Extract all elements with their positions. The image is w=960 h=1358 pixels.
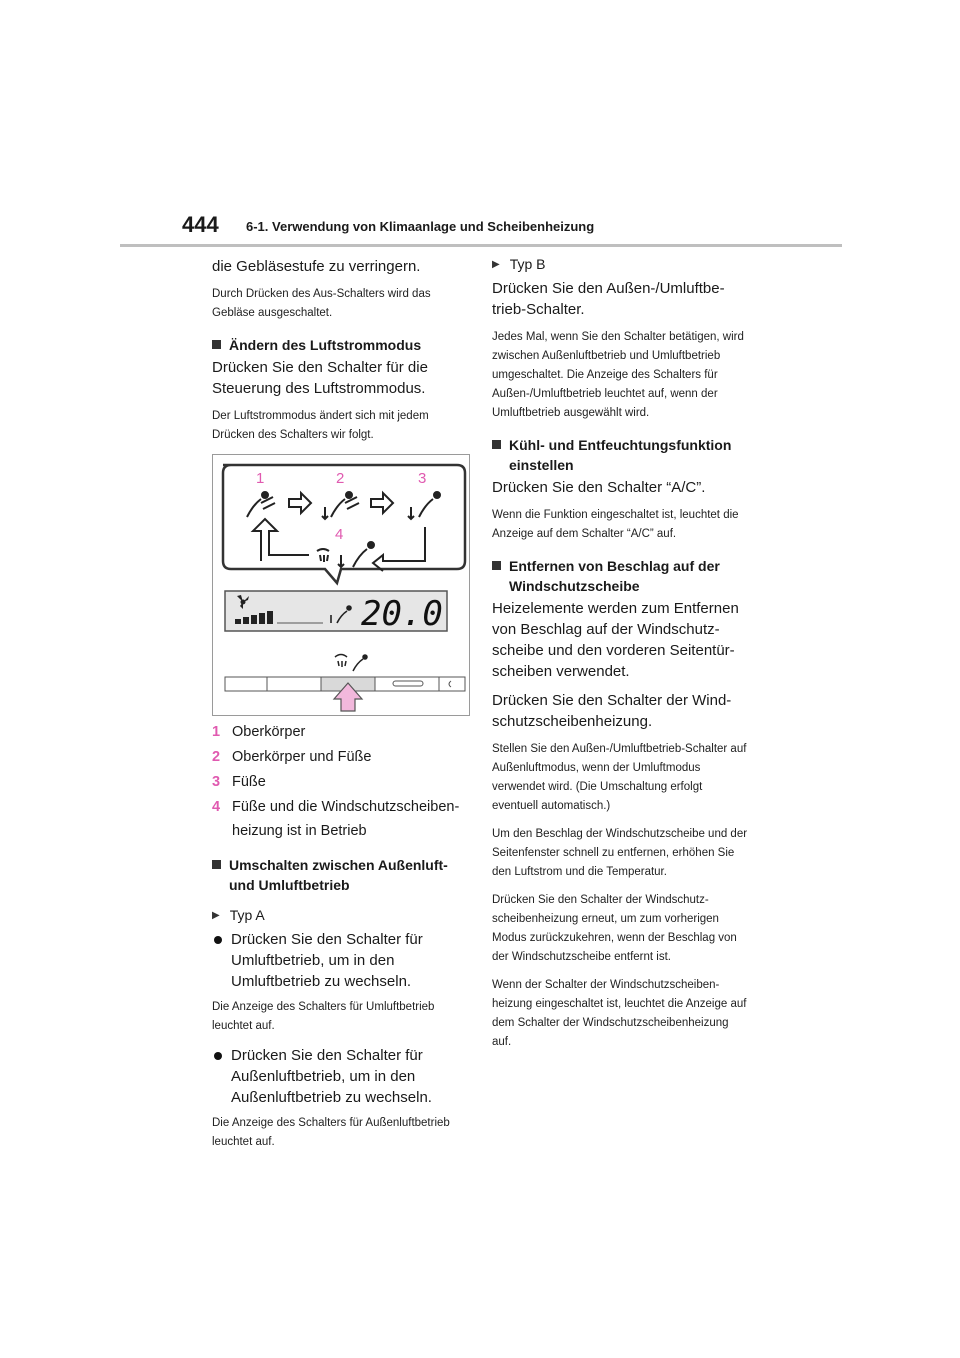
legend-item bbox=[212, 795, 470, 843]
square-bullet-icon bbox=[212, 860, 221, 869]
legend-num: 4 bbox=[212, 799, 221, 815]
button-indicator bbox=[393, 681, 423, 686]
button-indicator bbox=[449, 681, 451, 687]
square-bullet-icon bbox=[492, 561, 501, 570]
mode-label-2: 2 bbox=[336, 470, 345, 487]
mode-label-3: 3 bbox=[418, 470, 427, 487]
legend-num: 2 bbox=[212, 749, 221, 765]
left-column bbox=[212, 256, 470, 1161]
airflow-note: Der Luftstrommodus ändert sich mit jedem Drücken des Schalters wir folgt. bbox=[212, 410, 429, 441]
typ-b-text: Typ B bbox=[509, 256, 546, 272]
ac-heading-text: Kühl- und Entfeuchtungsfunktion einstellen bbox=[509, 437, 732, 473]
page-number: 444 bbox=[182, 212, 219, 237]
mode-label-1: 1 bbox=[256, 470, 265, 487]
airflow-mode-figure bbox=[212, 454, 470, 716]
defog-text-2: Drücken Sie den Schalter der Windschutzscheibenheizung. bbox=[492, 692, 732, 730]
legend-num: 3 bbox=[212, 774, 221, 790]
mode-label-4: 4 bbox=[335, 526, 344, 543]
right-column bbox=[492, 256, 750, 1061]
legend-item bbox=[212, 770, 470, 794]
triangle-right-icon: ▶ bbox=[212, 909, 220, 921]
section-title: 6-1. Verwendung von Klimaanlage und Scheibenheizung bbox=[246, 219, 595, 234]
legend-text: Oberkörper und Füße bbox=[232, 749, 372, 765]
bullet-dot-icon bbox=[214, 1052, 222, 1060]
bullet-text: Drücken Sie den Schalter für Außenluftbetrieb, um in den Außenluftbetrieb zu wechseln. bbox=[231, 1047, 432, 1106]
defog-note-4: Wenn der Schalter der Windschutzscheibenheizung eingeschaltet ist, leuchtet die Anzeige auf dem Schalter der Windschutzscheibenheizung auf. bbox=[492, 979, 747, 1048]
recirc-heading-text: Umschalten zwischen Außenluft- und Umluftbetrieb bbox=[229, 857, 448, 893]
recirc-heading bbox=[212, 855, 470, 895]
legend-item bbox=[212, 720, 470, 744]
ac-text: Drücken Sie den Schalter “A/C”. bbox=[492, 479, 706, 496]
header-divider bbox=[120, 244, 842, 247]
intro-text: die Gebläsestufe zu verringern. bbox=[212, 258, 421, 275]
bullet-note: Die Anzeige des Schalters für Umluftbetrieb leuchtet auf. bbox=[212, 1001, 435, 1032]
ac-heading bbox=[492, 435, 750, 475]
defog-note-1: Stellen Sie den Außen-/Umluftbetrieb-Schalter auf Außenluftmodus, wenn der Umluftmodus verwendet wird. (Die Umschaltung erfolgt eventuell automatisch.) bbox=[492, 743, 747, 812]
airflow-text: Drücken Sie den Schalter für die Steuerung des Luftstrommodus. bbox=[212, 359, 428, 397]
airflow-diagram bbox=[213, 455, 469, 715]
airflow-heading bbox=[212, 335, 470, 355]
ac-note: Wenn die Funktion eingeschaltet ist, leuchtet die Anzeige auf dem Schalter “A/C” auf. bbox=[492, 509, 739, 540]
defog-note-3: Drücken Sie den Schalter der Windschutzscheibenheizung erneut, um zum vorherigen Modus zurückzukehren, wenn der Beschlag von der Windschutzscheibe entfernt ist. bbox=[492, 894, 737, 963]
bullet-item bbox=[212, 929, 470, 992]
typ-b-note: Jedes Mal, wenn Sie den Schalter betätigen, wird zwischen Außenluftbetrieb und Umluftbetrieb umgeschaltet. Die Anzeige des Schalters für Außen-/Umluftbetrieb leuchtet auf, wenn der Umluftbetrieb ausgewählt wird. bbox=[492, 331, 744, 419]
square-bullet-icon bbox=[492, 440, 501, 449]
legend-text: Oberkörper bbox=[232, 724, 306, 740]
defog-heading bbox=[492, 556, 750, 596]
bullet-item bbox=[212, 1045, 470, 1108]
airflow-heading-text: Ändern des Luftstrommodus bbox=[229, 337, 422, 353]
legend-text: Füße bbox=[232, 774, 266, 790]
square-bullet-icon bbox=[212, 340, 221, 349]
typ-a-text: Typ A bbox=[229, 907, 265, 923]
legend-text: Füße und die Windschutzscheibenheizung ist in Betrieb bbox=[232, 799, 460, 839]
defrost-button-icon bbox=[335, 655, 367, 672]
typ-b-label bbox=[492, 256, 750, 272]
bullet-dot-icon bbox=[214, 936, 222, 944]
typ-b-text-body: Drücken Sie den Außen-/Umluftbetrieb-Schalter. bbox=[492, 280, 725, 318]
legend-item bbox=[212, 745, 470, 769]
temperature-readout: 20.0 bbox=[361, 594, 443, 634]
intro-note: Durch Drücken des Aus-Schalters wird das Gebläse ausgeschaltet. bbox=[212, 288, 431, 319]
defog-note-2: Um den Beschlag der Windschutzscheibe und der Seitenfenster schnell zu entfernen, erhöhen Sie den Luftstrom und die Temperatur. bbox=[492, 828, 748, 878]
defog-text-1: Heizelemente werden zum Entfernen von Beschlag auf der Windschutzscheibe und den vorderen Seitentürscheiben verwendet. bbox=[492, 600, 739, 680]
defog-heading-text: Entfernen von Beschlag auf der Windschutzscheibe bbox=[509, 558, 720, 594]
typ-a-label bbox=[212, 907, 470, 923]
bullet-note: Die Anzeige des Schalters für Außenluftbetrieb leuchtet auf. bbox=[212, 1117, 450, 1148]
triangle-right-icon: ▶ bbox=[492, 258, 500, 270]
legend-num: 1 bbox=[212, 724, 221, 740]
bullet-text: Drücken Sie den Schalter für Umluftbetrieb, um in den Umluftbetrieb zu wechseln. bbox=[231, 931, 423, 990]
